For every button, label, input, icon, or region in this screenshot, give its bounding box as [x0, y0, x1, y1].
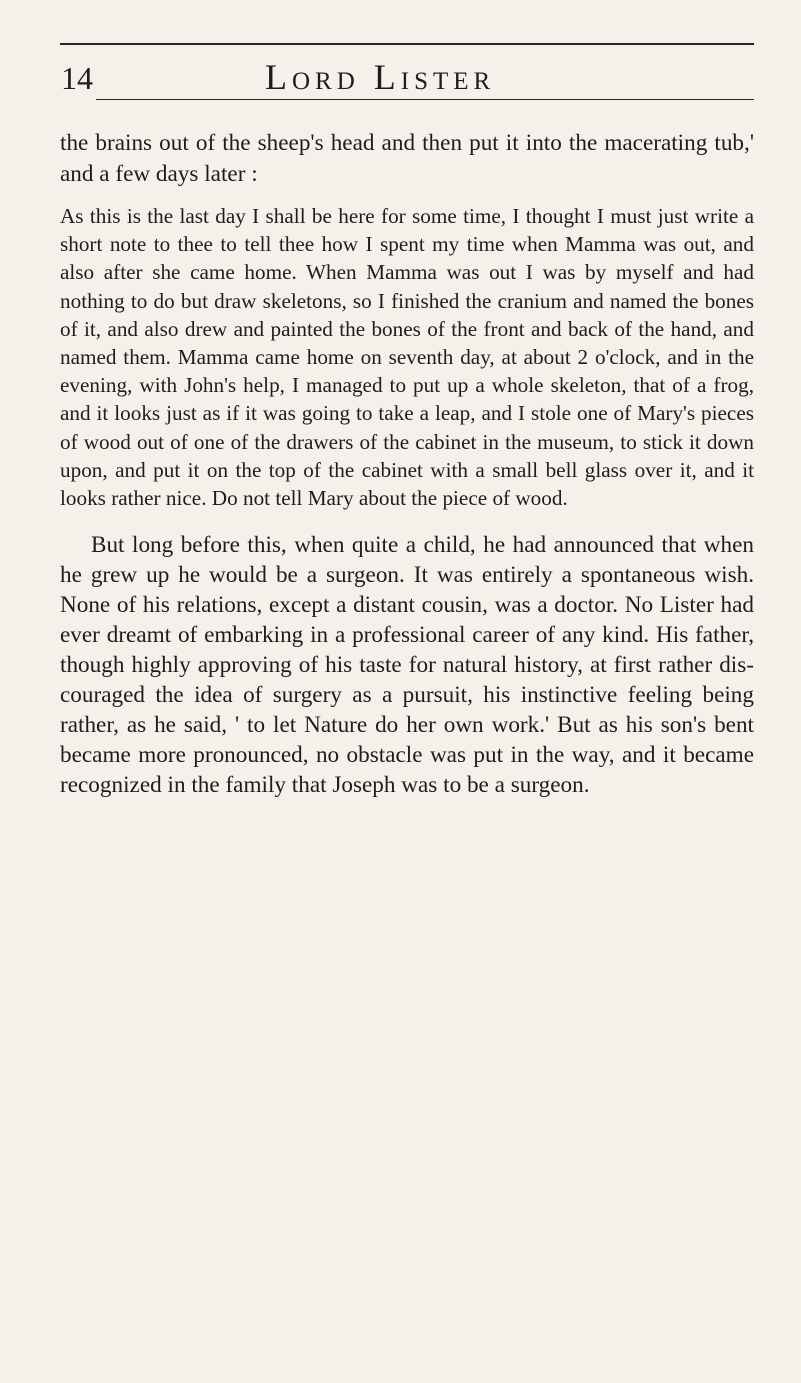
paragraph-quoted-letter: As this is the last day I shall be here for some time, I thought I must just write a short note to thee to tell thee how I spent my time when Mamma was out, and also after she came home. When Mamma was out I was by myself and had nothing to do but draw skeletons, so I finished the cranium and named the bones of it, and also drew and painted the bones of the front and back of the hand, and named them. Mamma came home on seventh day, at about 2 o'clock, and in the evening, with John's help, I managed to put up a whole skeleton, that of a frog, and it looks just as if it was going to take a leap, and I stole one of Mary's pieces of wood out of one of the drawers of the cabinet in the museum, to stick it down upon, and put it on the top of the cabinet with a small bell glass over it, and it looks rather nice. Do not tell Mary about the piece of wood. — [60, 204, 754, 511]
paragraph-continuation: the brains out of the sheep's head and then put it into the macerating tub,' and a few days later : — [60, 130, 754, 187]
body-text — [60, 128, 754, 800]
paragraph-narrative: But long before this, when quite a child, he had announced that when he grew up he would be a surgeon. It was entirely a spontaneous wish. None of his relations, except a distant cousin, was a doctor. No Lister had ever dreamt of embarking in a professional career of any kind. His father, though highly approving of his taste for natural history, at first rather dis- couraged the idea of surgery as a pursuit, his instinctive feeling being rather, as he said, ' to let Nature do her own work.' But as his son's bent became more pronounced, no obstacle was put in the way, and it became recognized in the family that Joseph was to be a surgeon. — [60, 532, 754, 799]
page-number: 14 — [61, 60, 93, 96]
header-top-rule — [60, 43, 754, 45]
running-title: Lord Lister — [265, 57, 496, 97]
header-bottom-rule — [96, 99, 754, 100]
